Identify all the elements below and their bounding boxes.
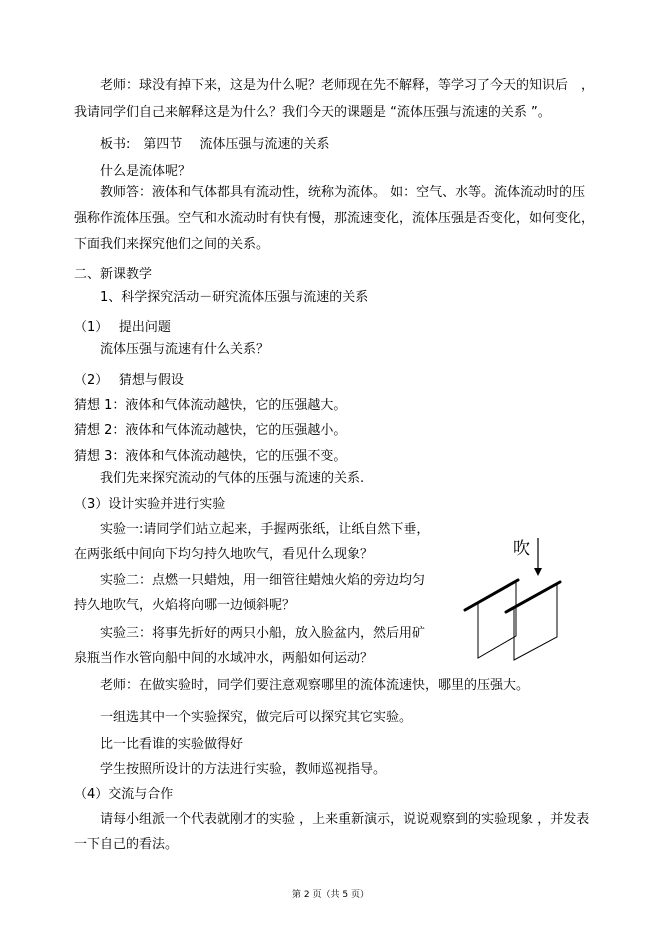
step-heading: （1） 提出问题 (74, 320, 171, 335)
paragraph-line: 下面我们来探究他们之间的关系。 (74, 237, 270, 252)
paragraph-line: 什么是流体呢？ (100, 164, 192, 179)
blow-arrow-head (534, 568, 542, 576)
hypothesis-line: 猜想 2：液体和气体流动越快，它的压强越小。 (74, 423, 347, 438)
paragraph-line: 老师：在做实验时，同学们要注意观察哪里的流体流速快，哪里的压强大。 (100, 678, 530, 693)
hypothesis-line: 猜想 3：液体和气体流动越快，它的压强不变。 (74, 449, 347, 464)
paragraph-line: 请每小组派一个代表就刚才的实验 ，上来重新演示，说说观察到的实验现象 ，并发表 (100, 812, 590, 827)
paragraph-line: 老师：球没有掉下来，这是为什么呢？老师现在先不解释，等学习了今天的知识后 ， (100, 78, 595, 93)
step-heading: （4）交流与合作 (74, 787, 174, 802)
paragraph-line: 学生按照所设计的方法进行实验，教师巡视指导。 (100, 762, 387, 777)
paper-blowing-figure (462, 532, 572, 666)
figure-label: 吹 (513, 539, 530, 559)
subsection-heading: 1、科学探究活动－研究流体压强与流速的关系 (100, 290, 369, 305)
paragraph-line: 流体压强与流速有什么关系？ (100, 342, 270, 357)
paragraph-line: 强称作流体压强。空气和水流动时有快有慢，那流速变化，流体压强是否变化，如何变化， (74, 211, 595, 226)
page-footer: 第 2 页（共 5 页） (292, 890, 369, 900)
section-heading: 二、新课教学 (74, 267, 153, 282)
step-heading: （2） 猜想与假设 (74, 373, 184, 388)
paragraph-line: 我们先来探究流动的气体的压强与流速的关系. (100, 471, 365, 486)
front-holder-stick (465, 580, 518, 610)
paragraph-line: 一组选其中一个实验探究，做完后可以探究其它实验。 (100, 710, 413, 725)
paragraph-line: 一下自己的看法。 (74, 837, 179, 852)
experiment-line: 持久地吹气，火焰将向哪一边倾斜呢？ (74, 598, 296, 613)
step-heading: （3）设计实验并进行实验 (74, 497, 226, 512)
experiment-line: 泉瓶当作水管向船中间的水域冲水，两船如何运动？ (74, 651, 374, 666)
paragraph-line: 我请同学们自己来解释这是为什么？我们今天的课题是 “流体压强与流速的关系 ”。 (74, 105, 551, 120)
paragraph-line: 教师答：液体和气体都具有流动性，统称为流体。 如：空气、水等。流体流动时的压 (100, 185, 586, 200)
experiment-line: 实验一:请同学们站立起来，手握两张纸，让纸自然下垂， (100, 522, 430, 537)
paragraph-line: 比一比看谁的实验做得好 (100, 737, 244, 752)
back-holder-stick (506, 582, 560, 612)
experiment-line: 实验三：将事先折好的两只小船，放入脸盆内，然后用矿 (100, 626, 426, 641)
experiment-line: 实验二：点燃一只蜡烛，用一细管往蜡烛火焰的旁边均匀 (100, 573, 426, 588)
experiment-line: 在两张纸中间向下均匀持久地吹气，看见什么现象？ (74, 547, 374, 562)
board-heading: 板书: 第四节 流体压强与流速的关系 (100, 137, 330, 152)
blowing-between-papers-icon (462, 532, 572, 666)
hypothesis-line: 猜想 1：液体和气体流动越快，它的压强越大。 (74, 398, 347, 413)
